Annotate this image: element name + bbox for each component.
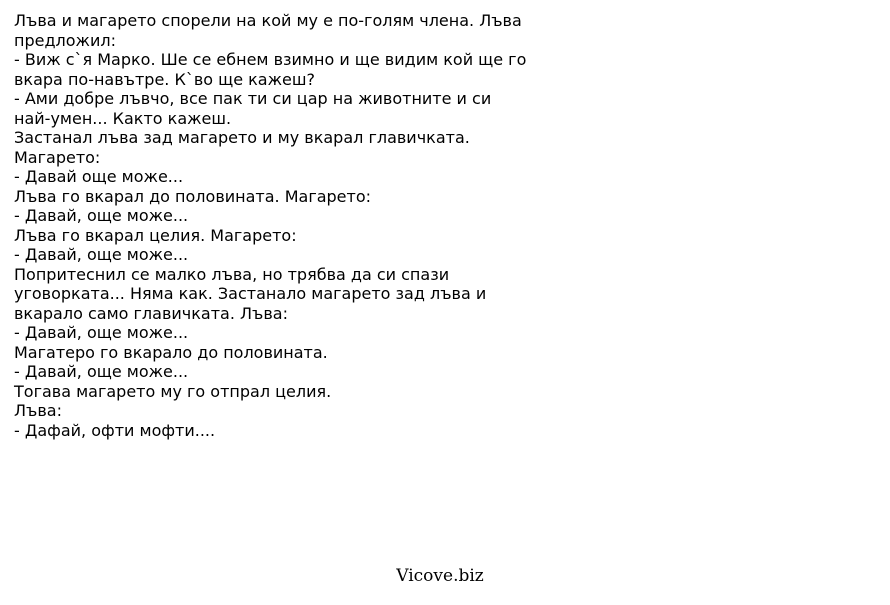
joke-line: - Давай, още може...	[14, 323, 189, 342]
site-watermark: Vicove.biz	[396, 566, 484, 586]
joke-line: Застанал лъва зад магарето и му вкарал главичката.	[14, 128, 470, 147]
joke-line: - Давай още може...	[14, 167, 184, 186]
joke-line: най-умен... Както кажеш.	[14, 108, 232, 128]
joke-line: - Давай, още може...	[14, 245, 189, 264]
joke-line: - Ами добре лъвчо, все пак ти си цар на животните и си	[14, 89, 492, 108]
joke-line: Попритеснил се малко лъва, но трябва да си спази	[14, 264, 450, 284]
joke-line: - Дафай, офти мофти....	[14, 420, 216, 440]
joke-line: Тогава магарето му го отпрал целия.	[14, 381, 332, 401]
joke-line: вкара по-навътре. К`во ще кажеш?	[14, 69, 315, 89]
joke-line: - Давай, още може...	[14, 206, 189, 225]
joke-line: Магатеро го вкарало до половината.	[14, 342, 328, 362]
joke-text	[14, 11, 574, 440]
joke-line: предложил:	[14, 30, 116, 50]
joke-line: Лъва и магарето спорели на кой му е по-голям члена. Лъва	[14, 11, 522, 30]
joke-line: Лъва го вкарал до половината. Магарето:	[14, 186, 372, 206]
joke-line: Лъва:	[14, 401, 62, 420]
joke-line: - Виж с`я Марко. Ше се ебнем взимно и ще видим кой ще го	[14, 50, 527, 69]
joke-line: уговорката... Няма как. Застанало магарето зад лъва и	[14, 284, 487, 303]
joke-line: - Давай, още може...	[14, 362, 189, 381]
joke-line: Магарето:	[14, 147, 101, 167]
joke-line: вкарало само главичката. Лъва:	[14, 303, 288, 323]
joke-line: Лъва го вкарал целия. Магарето:	[14, 225, 297, 245]
